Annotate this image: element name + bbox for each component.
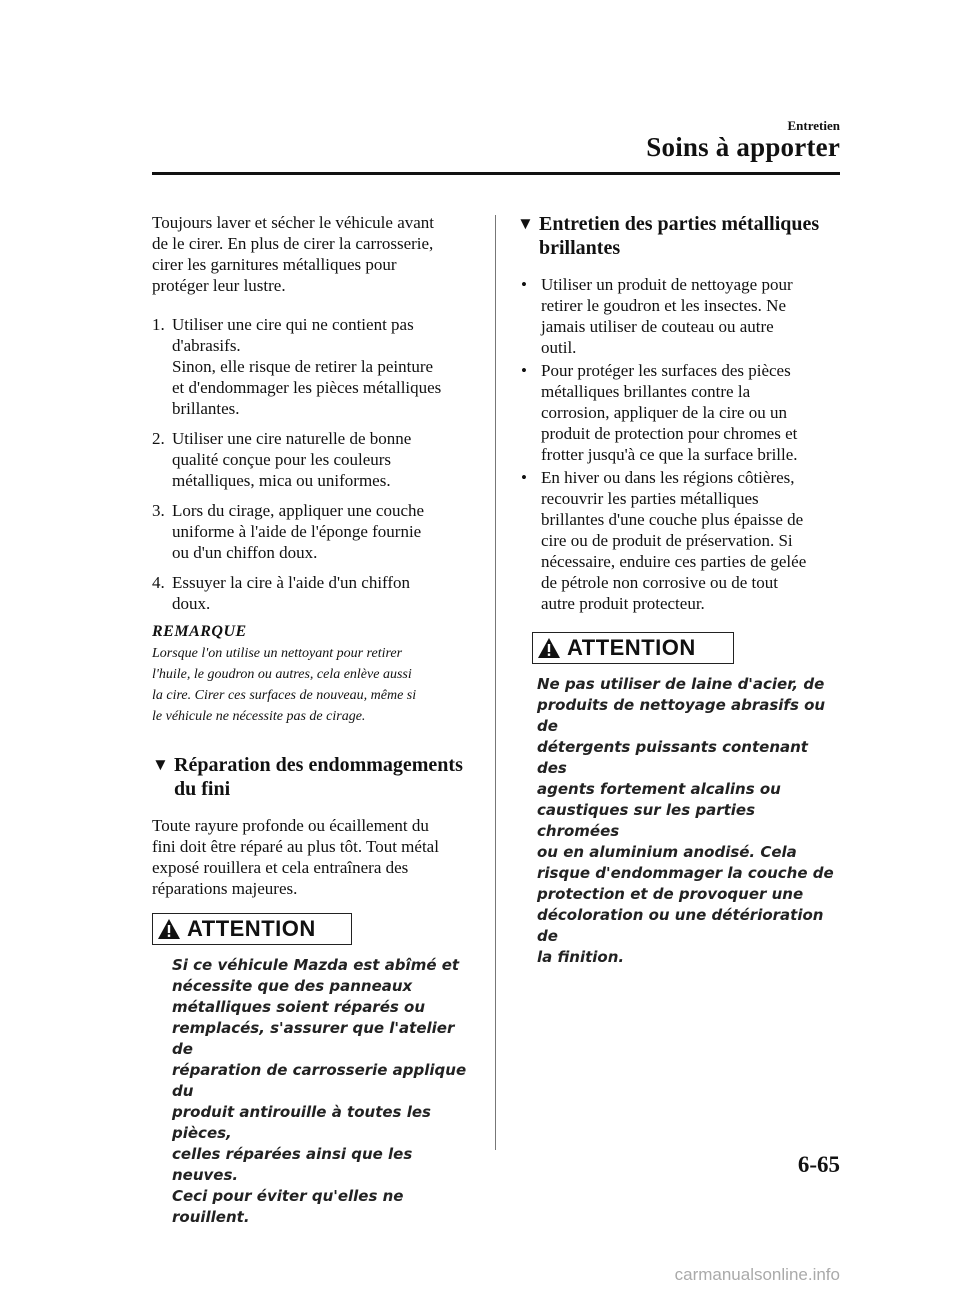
intro-paragraph: Toujours laver et sécher le véhicule avant de le cirer. En plus de cirer la carrosserie, cirer les garnitures métalliques pour protéger leur lustre. (152, 213, 435, 295)
bullet-icon: • (521, 468, 527, 487)
attention-label: ATTENTION (187, 916, 316, 941)
section-heading-metal: ▼ Entretien des parties métalliques brillantes (517, 213, 820, 259)
step-item: 2. Utiliser une cire naturelle de bonne qualité conçue pour les couleurs métalliques, mica ou uniformes. (152, 429, 412, 490)
warning-icon (537, 637, 561, 659)
attention-text: Si ce véhicule Mazda est abîmé et nécessite que des panneaux métalliques soient réparés ou remplacés, s'assurer que l'atelier de réparation de carrosserie applique du produit antirouille à toutes les pièces, celles réparées ainsi que les neuves. Ceci pour éviter qu'elles ne rouillent. (172, 956, 467, 1226)
bullet-icon: • (521, 361, 527, 380)
page-number: 6-65 (797, 1152, 840, 1177)
note-title: REMARQUE (152, 623, 247, 640)
metal-care-list (517, 274, 840, 614)
warning-icon (157, 918, 181, 940)
attention-box (152, 913, 352, 945)
attention-text: Ne pas utiliser de laine d'acier, de produits de nettoyage abrasifs ou de détergents puissants contenant des agents fortement alcalins ou caustiques sur les parties chromées ou en aluminium anodisé. Cela risque d'endommager la couche de protection et de provoquer une décoloration ou une détérioration de la finition. (537, 675, 834, 966)
bullet-icon: • (521, 275, 527, 294)
step-item: 1. Utiliser une cire qui ne contient pas d'abrasifs. Sinon, elle risque de retirer la peinture et d'endommager les pièces métalliques brillantes. (152, 315, 442, 418)
waxing-steps (152, 314, 474, 614)
note-body: Lorsque l'on utilise un nettoyant pour retirer l'huile, le goudron ou autres, cela enlève aussi la cire. Cirer ces surfaces de nouveau, même si le véhicule ne nécessite pas de cirage. (152, 646, 417, 724)
left-column (152, 212, 474, 1228)
right-column (517, 212, 840, 968)
watermark: carmanualsonline.info (674, 1265, 840, 1284)
section-label: Entretien (787, 118, 840, 133)
section-heading-repair: ▼ Réparation des endommagements du fini (152, 754, 463, 800)
attention-box (532, 632, 734, 664)
triangle-down-icon: ▼ (517, 214, 534, 233)
triangle-down-icon: ▼ (152, 755, 169, 774)
step-item: 4. Essuyer la cire à l'aide d'un chiffon doux. (152, 573, 411, 613)
list-item: • En hiver ou dans les régions côtières, recouvrir les parties métalliques brillantes d'une couche plus épaisse de cire ou de produit de préservation. Si nécessaire, enduire ces parties de gelée de pétrole non corrosive ou de tout autre produit protecteur. (521, 468, 807, 613)
column-divider (495, 215, 496, 1150)
list-item: • Pour protéger les surfaces des pièces métalliques brillantes contre la corrosion, appliquer de la cire ou un produit de protection pour chromes et frotter jusqu'à ce que la surface brille. (521, 361, 798, 464)
page-title: Soins à apporter (646, 132, 840, 162)
step-item: 3. Lors du cirage, appliquer une couche uniforme à l'aide de l'éponge fournie ou d'un chiffon doux. (152, 501, 425, 562)
attention-label: ATTENTION (567, 635, 696, 660)
repair-paragraph: Toute rayure profonde ou écaillement du fini doit être réparé au plus tôt. Tout métal exposé rouillera et cela entraînera des réparations majeures. (152, 816, 439, 898)
header-rule (152, 172, 840, 175)
list-item: • Utiliser un produit de nettoyage pour retirer le goudron et les insectes. Ne jamais utiliser de couteau ou autre outil. (521, 275, 793, 357)
